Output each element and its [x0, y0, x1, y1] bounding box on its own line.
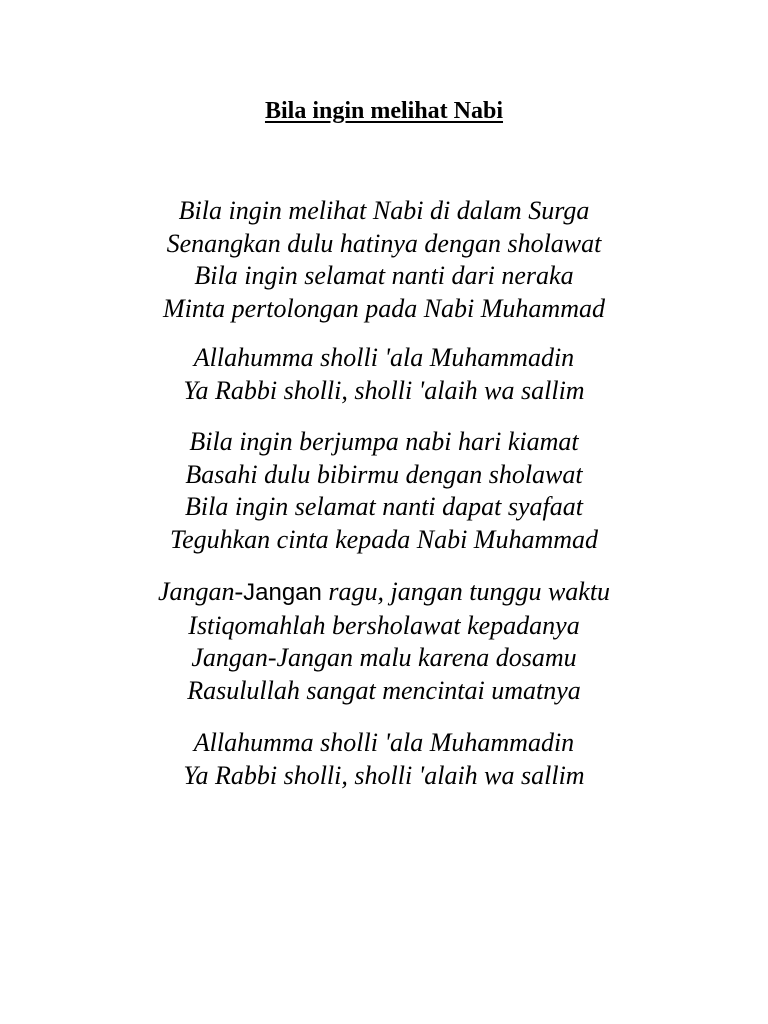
lyric-line: Senangkan dulu hatinya dengan sholawat — [166, 228, 602, 258]
lyric-line: Bila ingin selamat nanti dari neraka — [194, 261, 574, 290]
lyric-fragment: ragu, jangan tunggu waktu — [321, 577, 611, 606]
lyric-line: Allahumma sholli 'ala Muhammadin — [193, 343, 575, 372]
lyric-line: Basahi dulu bibirmu dengan sholawat — [185, 459, 583, 489]
lyric-line: Bila ingin berjumpa nabi hari kiamat — [189, 427, 579, 456]
lyric-line: Bila ingin selamat nanti dapat syafaat — [185, 492, 583, 521]
lyric-line — [0, 576, 768, 610]
stanza-4 — [0, 576, 768, 707]
lyric-line: Bila ingin melihat Nabi di dalam Surga — [178, 196, 590, 225]
lyric-line: Istiqomahlah bersholawat kepadanya — [188, 610, 580, 640]
lyric-line: Teguhkan cinta kepada Nabi Muhammad — [170, 524, 598, 554]
lyric-line: Jangan-Jangan malu karena dosamu — [191, 643, 577, 672]
stanza-1 — [0, 195, 768, 325]
document-title: Bila ingin melihat Nabi — [264, 98, 504, 124]
lyric-line: Allahumma sholli 'ala Muhammadin — [193, 728, 575, 757]
stanza-5-chorus — [0, 727, 768, 792]
lyric-line: Ya Rabbi sholli, sholli 'alaih wa sallim — [183, 375, 585, 405]
stanza-3 — [0, 426, 768, 556]
lyric-fragment-upright: Jangan — [243, 579, 322, 606]
lyric-line: Minta pertolongan pada Nabi Muhammad — [163, 293, 605, 323]
lyric-fragment: Jangan- — [157, 577, 244, 606]
lyric-line: Rasulullah sangat mencintai umatnya — [187, 675, 581, 705]
stanza-2-chorus — [0, 342, 768, 407]
lyric-line: Ya Rabbi sholli, sholli 'alaih wa sallim — [183, 760, 585, 790]
